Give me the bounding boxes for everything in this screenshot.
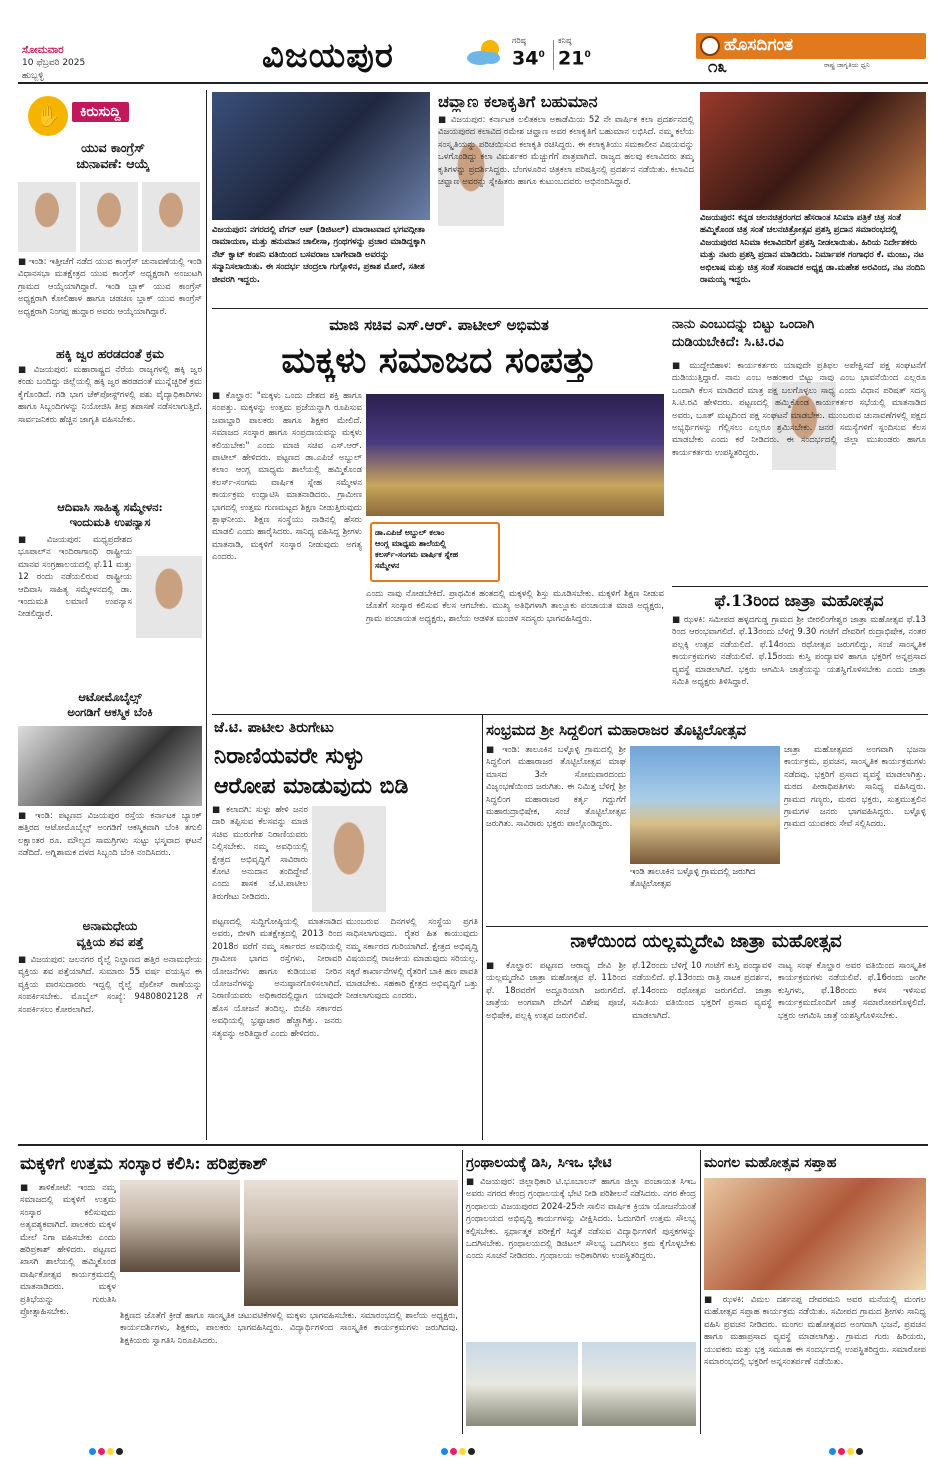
date-label: 10 ಫೆಬ್ರವರಿ 2025 xyxy=(22,58,86,68)
film-caption: ವಿಜಯಪುರ: ಕನ್ನಡ ಚಲನಚಿತ್ರರಂಗದ ಹೆಸರಾಂತ ಸಿನಿಮಾ ಪತ್ರಿಕೆ ಚಿತ್ರ ಸಂತೆ ಹಮ್ಮಿಕೊಂಡ ಚಿತ್ರ ಸಂತೆ ಚಲನಚಿತ್ರೋತ್ಸವ ಪ್ರಶಸ್ತಿ ಪ್ರದಾನ ಸಮಾರಂಭದಲ್ಲಿ ವಿಜಯಪುರದ ಸಿನಿಮಾ ಕಲಾವಿದರಿಗೆ ಪ್ರಶಸ್ತಿ ನೀಡಲಾಯಿತು. ಹಿರಿಯ ನಿರ್ದೇಶಕರು ಮತ್ತು ನಟರು ಪ್ರಶಸ್ತಿ ಪ್ರದಾನ ಮಾಡಿದರು. ನಿರ್ಮಾಪಕ ಗಂಗಾಧರ ಕೆ. ಮಂಜು, ನಟ ಅಭಿಲಾಷ ಮತ್ತು ಚಿತ್ರ ಸಂತೆ ಸಂಪಾದಕ ಅಧ್ಯಕ್ಷ ಡಾ.ಮಹೇಶ ಅರವಿಂದ, ನಟ ನಂದಿನಿ ರಾಮಯ್ಯ ಇದ್ದರು. xyxy=(700,213,925,286)
hariprakash-photo-1 xyxy=(120,1180,240,1272)
page-number: ೧೩ xyxy=(708,57,728,77)
mangala-head: ಮಂಗಲ ಮಹೋತ್ಸವ ಸಪ್ತಾಹ xyxy=(704,1155,837,1171)
yallamma-body-a: ■ ಕೊಲ್ಹಾರ: ಪಟ್ಟಣದ ಆರಾಧ್ಯ ದೇವಿ ಶ್ರೀ ಯಲ್ಲಮ್ಮದೇವಿ ಜಾತ್ರಾ ಮಹೋತ್ಸವ ಫೆ. 11ರಿಂದ ಫೆ. 18ರವರೆಗೆ ಅದ್ದೂರಿಯಾಗಿ ಜರುಗಲಿದೆ. ಜಾತ್ರೆಯ ಅಂಗವಾಗಿ ದೇವಿಗೆ ವಿಶೇಷ ಪೂಜೆ, ಅಭಿಷೇಕ, ಪಲ್ಲಕ್ಕಿ ಉತ್ಸವ ಜರುಗಲಿವೆ. xyxy=(486,961,626,1021)
registration-marks xyxy=(828,1440,864,1459)
sidebar-label: ಕಿರುಸುದ್ದಿ xyxy=(72,102,129,122)
chavan-body: ■ ವಿಜಯಪುರ: ಕರ್ನಾಟಕ ಲಲಿತಕಲಾ ಅಕಾಡೆಮಿಯ 52 ನೇ ವಾರ್ಷಿಕ ಕಲಾ ಪ್ರದರ್ಶನದಲ್ಲಿ ವಿಜಯಪುರದ ಕಲಾವಿದ ರಮೇಶ ಚವ್ಹಾಣ ಅವರ ಕಲಾಕೃತಿಗೆ ಬಹುಮಾನ ಲಭಿಸಿದೆ. ನಮ್ಮ ಕಲೆಯ ಸಂಸ್ಕೃತಿಯನ್ನು ಪರಿಚಯಿಸುವ ಕಲಾಕೃತಿ ರಚಿಸಿದ್ದರು. ಈ ಕಲಾಕೃತಿಯು ಸಮಕಾಲೀನ ವಿಷಯವನ್ನು ಒಳಗೊಂಡಿದ್ದು ಕಲಾ ವಿಮರ್ಶಕರ ಮೆಚ್ಚುಗೆಗೆ ಪಾತ್ರವಾಗಿದೆ. ರಾಜ್ಯದ ಹಲವು ಕಲಾವಿದರು ತಮ್ಮ ಕೃತಿಗಳನ್ನು ಪ್ರದರ್ಶಿಸಿದ್ದರು. ಬೆಂಗಳೂರಿನ ಚಿತ್ರಕಲಾ ಪರಿಷತ್ತಿನಲ್ಲಿ ಪ್ರದರ್ಶನ ನಡೆಯಿತು. ಕಲಾವಿದ ಚವ್ಹಾಣ ಅವರನ್ನು ಸ್ನೇಹಿತರು ಹಾಗೂ ಕುಟುಂಬದವರು ಅಭಿನಂದಿಸಿದ್ದಾರೆ. xyxy=(438,115,694,188)
yallamma-body-c: ನಾಟ್ಯ ಸಂಘ ಕೊಲ್ಹಾರ ಅವರ ವತಿಯಿಂದ ಸಾಂಸ್ಕೃತಿಕ ಕಾರ್ಯಕ್ರಮಗಳು ನಡೆಯಲಿವೆ. ಫೆ.16ರಂದು ಜಂಗೀ ಕುಸ್ತಿಗಳು, ಫೆ.18ರಂದು ಕಳಸ ಇಳಿಸುವ ಕಾರ್ಯಕ್ರಮದೊಂದಿಗೆ ಜಾತ್ರೆ ಸಮಾರೋಪಗೊಳ್ಳಲಿದೆ. ಭಕ್ತರು ಆಗಮಿಸಿ ಜಾತ್ರೆ ಯಶಸ್ವಿಗೊಳಿಸಬೇಕು. xyxy=(778,961,926,1021)
chavan-head: ಚವ್ಹಾಣ ಕಲಾಕೃತಿಗೆ ಬಹುಮಾನ xyxy=(438,92,598,111)
sidebar-story-body: ■ ವಿಜಯಪುರ: ಜಲನಗರ ರೈಲ್ವೆ ನಿಲ್ದಾಣದ ಹತ್ತಿರ ಅನಾಮಧೇಯ ವ್ಯಕ್ತಿಯ ಶವ ಪತ್ತೆಯಾಗಿದೆ. ಸುಮಾರು 55 ವರ್ಷ ವಯಸ್ಸಿನ ಈ ವ್ಯಕ್ತಿಯ ವಾರಸುದಾರರು ಇದ್ದಲ್ಲಿ ರೈಲ್ವೆ ಪೊಲೀಸ್ ಠಾಣೆಯನ್ನು ಸಂಪರ್ಕಿಸಬೇಕು. ಮೊಬೈಲ್ ಸಂಖ್ಯೆ: 9480802128 ಗೆ ಸಂಪರ್ಕಿಸಲು ಕೋರಲಾಗಿದೆ. xyxy=(18,955,202,1015)
sidebar-story-head: ಹಕ್ಕಿ ಜ್ವರ ಹರಡದಂತೆ ಕ್ರಮ xyxy=(55,346,165,361)
patil-body-b: ಪಟ್ಟಣದಲ್ಲಿ ಸುದ್ದಿಗೋಷ್ಠಿಯಲ್ಲಿ ಮಾತನಾಡಿದ ಅವರು, ಬೀಳಗಿ ಮತಕ್ಷೇತ್ರದಲ್ಲಿ 2013 ರಿಂದ 2018ರ ವರೆಗೆ ನಮ್ಮ ಸರ್ಕಾರದ ಅವಧಿಯಲ್ಲಿ ಗ್ರಾಮೀಣ ಭಾಗದ ರಸ್ತೆಗಳು, ನೀರಾವರಿ ಯೋಜನೆಗಳು ಹಾಗೂ ಕುಡಿಯುವ ನೀರಿನ ಯೋಜನೆಗಳನ್ನು ಅನುಷ್ಠಾನಗೊಳಿಸಲಾಗಿದೆ. ನಿರಾಣಿಯವರು ಅಧಿಕಾರದಲ್ಲಿದ್ದಾಗ ಯಾವುದೇ ಹೊಸ ಯೋಜನೆ ತಂದಿಲ್ಲ. ಬಿಜೆಪಿ ಸರ್ಕಾರದ ಅವಧಿಯಲ್ಲಿ ಭ್ರಷ್ಟಾಚಾರ ಹೆಚ್ಚಾಗಿತ್ತು. ಜನರು ಸತ್ಯವನ್ನು ಅರಿತಿದ್ದಾರೆ ಎಂದು ಹೇಳಿದರು. xyxy=(212,917,342,1039)
siddalinga-body-b: ಜಾತ್ರಾ ಮಹೋತ್ಸವದ ಅಂಗವಾಗಿ ಭಜನಾ ಕಾರ್ಯಕ್ರಮ, ಪ್ರವಚನ, ಸಾಂಸ್ಕೃತಿಕ ಕಾರ್ಯಕ್ರಮಗಳು ನಡೆದವು. ಭಕ್ತರಿಗೆ ಪ್ರಸಾದ ವ್ಯವಸ್ಥೆ ಮಾಡಲಾಗಿತ್ತು. ಮಠದ ಪೀಠಾಧಿಪತಿಗಳು ಸಾನಿಧ್ಯ ವಹಿಸಿದ್ದರು. ಗ್ರಾಮದ ಗಣ್ಯರು, ಮಠದ ಭಕ್ತರು, ಸುತ್ತಮುತ್ತಲಿನ ಗ್ರಾಮಗಳ ಜನರು ಭಾಗವಹಿಸಿದ್ದರು. ಬಳ್ಳೊಳ್ಳಿ ಗ್ರಾಮದ ಯುವಕರು ಸೇವೆ ಸಲ್ಲಿಸಿದರು. xyxy=(784,745,926,830)
registration-marks xyxy=(88,1440,124,1459)
yallamma-head: ನಾಳೆಯಿಂದ ಯಲ್ಲಮ್ಮದೇವಿ ಜಾತ್ರಾ ಮಹೋತ್ಸವ xyxy=(570,931,842,952)
hariprakash-body-b: ಶಿಕ್ಷಣದ ಜೊತೆಗೆ ಕ್ರೀಡೆ ಹಾಗೂ ಸಾಂಸ್ಕೃತಿಕ ಚಟುವಟಿಕೆಗಳಲ್ಲಿ ಮಕ್ಕಳು ಭಾಗವಹಿಸಬೇಕು. ಸಮಾರಂಭದಲ್ಲಿ ಶಾಲೆಯ ಅಧ್ಯಕ್ಷರು, ಕಾರ್ಯದರ್ಶಿಗಳು, ಶಿಕ್ಷಕರು, ಪಾಲಕರು ಭಾಗವಹಿಸಿದ್ದರು. ವಿದ್ಯಾರ್ಥಿಗಳಿಂದ ಸಾಂಸ್ಕೃತಿಕ ಕಾರ್ಯಕ್ರಮಗಳು ಜರುಗಿದವು. ಶಿಕ್ಷಕಿಯರು ಸ್ವಾಗತಿಸಿ ನಿರೂಪಿಸಿದರು. xyxy=(120,1311,458,1346)
mangala-photo xyxy=(704,1178,926,1290)
sidebar-story-head: ಆಟೋಮೊಬೈಲ್ಸ್ ಅಂಗಡಿಗೆ ಆಕಸ್ಮಿಕ ಬೆಂಕಿ xyxy=(67,690,153,719)
brand-logo xyxy=(696,33,926,77)
row3-rule xyxy=(486,926,928,927)
siddalinga-body-a: ■ ಇಂಡಿ: ತಾಲೂಕಿನ ಬಳ್ಳೊಳ್ಳಿ ಗ್ರಾಮದಲ್ಲಿ ಶ್ರೀ ಸಿದ್ಧಲಿಂಗ ಮಹಾರಾಜರ ತೊಟ್ಟಿಲೋತ್ಸವ ಮಾಘ ಮಾಸದ 3ನೇ ಸೋಮವಾರದಂದು ವಿಜೃಂಭಣೆಯಿಂದ ಜರುಗಿತು. ಈ ನಿಮಿತ್ತ ಬೆಳಿಗ್ಗೆ ಶ್ರೀ ಸಿದ್ಧಲಿಂಗ ಮಹಾರಾಜರ ಕರ್ತೃ ಗದ್ದುಗೆಗೆ ಮಹಾರುದ್ರಾಭಿಷೇಕ, ಸಂಜೆ ತೊಟ್ಟಿಲೋತ್ಸವ ಜರುಗಿತು. ಸಾವಿರಾರು ಭಕ್ತರು ಪಾಲ್ಗೊಂಡಿದ್ದರು. xyxy=(486,745,626,830)
patil-photo xyxy=(312,806,386,912)
siddalinga-photo xyxy=(630,746,780,864)
avatar xyxy=(80,182,138,252)
library-photo-2 xyxy=(582,1342,696,1426)
avatar xyxy=(18,182,76,252)
hariprakash-body-a: ■ ತಾಳಿಕೋಟೆ: ಇಂದು ನಮ್ಮ ಸಮಾಜದಲ್ಲಿ ಮಕ್ಕಳಿಗೆ ಉತ್ತಮ ಸಂಸ್ಕಾರ ಕಲಿಸುವುದು ಅತ್ಯವಶ್ಯಕವಾಗಿದೆ. ಪಾಲಕರು ಮಕ್ಕಳ ಮೇಲೆ ನಿಗಾ ವಹಿಸಬೇಕು ಎಂದು ಹರಿಪ್ರಕಾಶ್ ಹೇಳಿದರು. ಪಟ್ಟಣದ ಖಾಸಗಿ ಶಾಲೆಯಲ್ಲಿ ಹಮ್ಮಿಕೊಂಡ ವಾರ್ಷಿಕೋತ್ಸವ ಕಾರ್ಯಕ್ರಮದಲ್ಲಿ ಮಾತನಾಡಿದರು. ಮಕ್ಕಳ ಪ್ರತಿಭೆಯನ್ನು ಗುರುತಿಸಿ ಪ್ರೋತ್ಸಾಹಿಸಬೇಕು. xyxy=(20,1183,116,1318)
sidebar-story-body: ■ ಇಂಡಿ: ಪಟ್ಟಣದ ವಿಜಯಪುರ ರಸ್ತೆಯ ಕರ್ನಾಟಕ ಬ್ಯಾಂಕ್ ಹತ್ತಿರದ ಆಟೋಮೊಬೈಲ್ಸ್ ಅಂಗಡಿಗೆ ಆಕಸ್ಮಿಕವಾಗಿ ಬೆಂಕಿ ತಗುಲಿ ಲಕ್ಷಾಂತರ ರೂ. ಮೌಲ್ಯದ ಸಾಮಗ್ರಿಗಳು ಸುಟ್ಟು ಭಸ್ಮವಾದ ಘಟನೆ ನಡೆದಿದೆ. ಅಗ್ನಿಶಾಮಕ ದಳದ ಸಿಬ್ಬಂದಿ ಬೆಂಕಿ ನಂದಿಸಿದರು. xyxy=(18,811,202,859)
library-head: ಗ್ರಂಥಾಲಯಕ್ಕೆ ಡಿಸಿ, ಸಿಇಒ ಭೇಟಿ xyxy=(466,1155,612,1171)
brand-emblem-icon xyxy=(700,36,720,56)
min-temp: 21 xyxy=(558,47,585,70)
library-body: ■ ವಿಜಯಪುರ: ಜಿಲ್ಲಾಧಿಕಾರಿ ಟಿ.ಭೂಬಾಲನ್ ಹಾಗೂ ಜಿಲ್ಲಾ ಪಂಚಾಯತ ಸಿಇಒ ಅವರು ನಗರದ ಕೇಂದ್ರ ಗ್ರಂಥಾಲಯಕ್ಕೆ ಭೇಟಿ ನೀಡಿ ಪರಿಶೀಲನೆ ನಡೆಸಿದರು. ನಗರ ಕೇಂದ್ರ ಗ್ರಂಥಾಲಯ ವಿಜಯಪುರದ 2024-25ನೇ ಸಾಲಿನ ವಾರ್ಷಿಕ ಕ್ರಿಯಾ ಯೋಜನೆಯಂತೆ ಗ್ರಂಥಾಲಯದ ಅಭಿವೃದ್ಧಿ ಕಾರ್ಯಗಳನ್ನು ವೀಕ್ಷಿಸಿದರು. ಓದುಗರಿಗೆ ಉತ್ತಮ ಸೌಲಭ್ಯ ಕಲ್ಪಿಸಬೇಕು. ಸ್ಪರ್ಧಾತ್ಮಕ ಪರೀಕ್ಷೆಗೆ ಸಿದ್ಧತೆ ನಡೆಸುವ ವಿದ್ಯಾರ್ಥಿಗಳಿಗೆ ಪುಸ್ತಕಗಳನ್ನು ಒದಗಿಸಬೇಕು. ಗ್ರಂಥಾಲಯದಲ್ಲಿ ಡಿಜಿಟಲ್ ಸೌಲಭ್ಯ ಒದಗಿಸಲು ಕ್ರಮ ಕೈಗೊಳ್ಳಬೇಕು ಎಂದು ಸೂಚನೆ ನೀಡಿದರು. ಗ್ರಂಥಾಲಯ ಅಧಿಕಾರಿಗಳು ಉಪಸ್ಥಿತರಿದ್ದರು. xyxy=(466,1177,696,1262)
hariprakash-photo-2 xyxy=(244,1180,458,1306)
hand-icon: ✋ xyxy=(28,96,68,136)
lead-stage-photo xyxy=(366,394,664,516)
mangala-body: ■ ಝಳಕಿ: ವಿಮಲ ದರ್ಶನಪ್ಪ ದೇವರಮನಿ ಅವರ ಮನೆಯಲ್ಲಿ ಮಂಗಲ ಮಹೋತ್ಸವ ಸಪ್ತಾಹ ಕಾರ್ಯಕ್ರಮ ನಡೆಯಿತು. ಸಮೀಪದ ಗ್ರಾಮದ ಶ್ರೀಗಳು ಸಾನಿಧ್ಯ ವಹಿಸಿ ಪ್ರವಚನ ನೀಡಿದರು. ಮಂಗಲ ಮಹೋತ್ಸವದ ಅಂಗವಾಗಿ ಭಜನೆ, ಪ್ರವಚನ ಹಾಗೂ ಮಹಾಪ್ರಸಾದ ವ್ಯವಸ್ಥೆ ಮಾಡಲಾಗಿತ್ತು. ಗ್ರಾಮದ ಗುರು ಹಿರಿಯರು, ಯುವಕರು ಮತ್ತು ಭಕ್ತ ಸಮೂಹ ಈ ಸಂದರ್ಭದಲ್ಲಿ ಉಪಸ್ಥಿತರಿದ್ದರು. ಸಮಾರೋಪ ಸಮಾರಂಭದಲ್ಲಿ ಭಕ್ತರಿಗೆ ಅನ್ನಸಂತರ್ಪಣೆ ನಡೆಯಿತು. xyxy=(704,1295,926,1368)
registration-marks xyxy=(440,1440,476,1459)
film-award-photo xyxy=(700,92,926,210)
lead-body-a: ■ ಕೊಲ್ಹಾರ: "ಮಕ್ಕಳು ಒಂದು ದೇಶದ ಶಕ್ತಿ ಹಾಗೂ ಸಂಪತ್ತು. ಮಕ್ಕಳನ್ನು ಉತ್ತಮ ಪ್ರಜೆಯನ್ನಾಗಿ ರೂಪಿಸುವ ಜವಾಬ್ದಾರಿ ಪಾಲಕರು ಹಾಗೂ ಶಿಕ್ಷಕರ ಮೇಲಿದೆ. ಸಮಾಜದ ಸಂಸ್ಕಾರ ಹಾಗೂ ಸಂಪ್ರದಾಯವನ್ನು ಮಕ್ಕಳು ಕಲಿಯಬೇಕು" ಎಂದು ಮಾಜಿ ಸಚಿವ ಎಸ್.ಆರ್. ಪಾಟೀಲ್ ಹೇಳಿದರು. ಪಟ್ಟಣದ ಡಾ.ಎಪಿಜೆ ಅಬ್ದುಲ್ ಕಲಾಂ ಆಂಗ್ಲ ಮಾಧ್ಯಮ ಶಾಲೆಯಲ್ಲಿ ಹಮ್ಮಿಕೊಂಡ ಕಲರ್ಸ್-ಸಂಗಮ ವಾರ್ಷಿಕ ಸ್ನೇಹ ಸಮ್ಮೇಳನ ಕಾರ್ಯಕ್ರಮ ಉದ್ಘಾಟಿಸಿ ಮಾತನಾಡಿದರು. ಗ್ರಾಮೀಣ ಭಾಗದಲ್ಲಿ ಉತ್ತಮ ಗುಣಮಟ್ಟದ ಶಿಕ್ಷಣ ನೀಡುತ್ತಿರುವುದು ಶ್ಲಾಘನೀಯ. ಶಿಕ್ಷಣ ಸಂಸ್ಥೆಯು ನಾಡಿನಲ್ಲಿ ಹೆಸರು ಮಾಡಲಿ ಎಂದು ಹಾರೈಸಿದರು. ಸಾನಿಧ್ಯ ವಹಿಸಿದ್ದ ಶ್ರೀಗಳು ಮಾತನಾಡಿ, ಮಕ್ಕಳಿಗೆ ಸಂಸ್ಕಾರ ನೀಡುವುದು ಅಗತ್ಯ ಎಂದರು. xyxy=(212,391,362,563)
lead-body-b: ಎಂದು ನಾವು ನೋಡಬೇಕಿದೆ. ಪ್ರಾಥಮಿಕ ಹಂತದಲ್ಲಿ ಮಕ್ಕಳಲ್ಲಿ ಶಿಸ್ತು ಮೂಡಿಸಬೇಕು. ಮಕ್ಕಳಿಗೆ ಶಿಕ್ಷಣ ನೀಡುವ ಜೊತೆಗೆ ಸಂಸ್ಕಾರ ಕಲಿಸುವ ಕೆಲಸ ಆಗಬೇಕು. ಮುಖ್ಯ ಅತಿಥಿಗಳಾಗಿ ತಾಲ್ಲೂಕು ಪಂಚಾಯತ ಮಾಜಿ ಅಧ್ಯಕ್ಷರು, ಗ್ರಾಮ ಪಂಚಾಯತ ಅಧ್ಯಕ್ಷರು, ಶಾಲೆಯ ಆಡಳಿತ ಮಂಡಳಿ ಸದಸ್ಯರು ಭಾಗವಹಿಸಿದ್ದರು. xyxy=(366,589,664,624)
city-label: ಹುಬ್ಬಳ್ಳಿ xyxy=(22,71,44,81)
patil-head-2: ಆರೋಪ ಮಾಡುವುದು ಬಿಡಿ xyxy=(214,773,409,799)
fire-photo xyxy=(18,726,202,806)
sidebar-story-body: ■ ವಿಜಯಪುರ: ಮಧ್ಯಪ್ರದೇಶದ ಭೂಪಾಲ್‌ನ ಇಂದಿರಾಗಾಂಧಿ ರಾಷ್ಟ್ರೀಯ ಮಾನವ ಸಂಗ್ರಹಾಲಯದಲ್ಲಿ ಫೆ.11 ಮತ್ತು 12 ರಂದು ನಡೆಯಲಿರುವ ರಾಷ್ಟ್ರೀಯ ಆದಿವಾಸಿ ಸಾಹಿತ್ಯ ಸಮ್ಮೇಳನದಲ್ಲಿ ಡಾ. ಇಂದುಮತಿ ಲಮಾಣಿ ಉಪನ್ಯಾಸ ನೀಡಲಿದ್ದಾರೆ. xyxy=(18,535,132,620)
ravi-head: ನಾನು ಎಂಬುದನ್ನು ಬಿಟ್ಟು ಒಂದಾಗಿ ದುಡಿಯಬೇಕಿದೆ: ಸಿ.ಟಿ.ರವಿ xyxy=(672,317,815,350)
jatra-head: ಫೆ.13ರಿಂದ ಜಾತ್ರಾ ಮಹೋತ್ಸವ xyxy=(714,591,884,610)
masthead-title: ವಿಜಯಪುರ xyxy=(262,36,394,76)
avatar xyxy=(142,182,200,252)
lead-headline: ಮಕ್ಕಳು ಸಮಾಜದ ಸಂಪತ್ತು xyxy=(281,339,597,381)
siddalinga-caption: ಇಂಡಿ ತಾಲೂಕಿನ ಬಳ್ಳೊಳ್ಳಿ ಗ್ರಾಮದಲ್ಲಿ ಜರುಗಿದ ತೊಟ್ಟಿಲೋತ್ಸವ xyxy=(630,867,756,890)
day-label: ಸೋಮವಾರ xyxy=(22,44,64,56)
row2-rule xyxy=(212,714,928,715)
weather-min: ಕನಿಷ್ಠ $21^0$ xyxy=(558,36,591,70)
sidebar-story-head: ಆದಿವಾಸಿ ಸಾಹಿತ್ಯ ಸಮ್ಮೇಳನ: ಇಂದುಮತಿ ಉಪನ್ಯಾಸ xyxy=(57,500,163,529)
sidebar-story-head: ಅನಾಮಧೇಯ ವ್ಯಕ್ತಿಯ ಶವ ಪತ್ತೆ xyxy=(76,919,144,949)
award-caption: ವಿಜಯಪುರ: ನಗರದಲ್ಲಿ ವೆಗನ್ ಆಪ್ (ಡಿಜಿಟಲ್) ಮಾರಾಟವಾದ ಭಗವದ್ಗೀತಾ ರಾಮಾಯಣ, ಮತ್ತು ಹನುಮಾನ ಚಾಲೀಸಾ, ಗ್ರಂಥಗಳನ್ನು ಪ್ರಚಾರ ಮಾಡಿದ್ದಕ್ಕಾಗಿ ನೆಟ್ ಕ್ವಾಟ್ ಕಂಪನಿ ವತಿಯಿಂದ ಬಸವರಾಜ ಬಾಗೇವಾಡಿ ಅವರನ್ನು ಸನ್ಮಾನಿಸಲಾಯಿತು. ಈ ಸಂದರ್ಭ ಚಂದ್ರಲಾ ಗುಗ್ಗೊಳಿನ, ಪ್ರಕಾಶ ಮೋರೆ, ಸತೀಶ ಜೀವರಗಿ ಇದ್ದರು. xyxy=(212,225,426,285)
sidebar-story-head: ಯುವ ಕಾಂಗ್ರೆಸ್ ಚುನಾವಣೆ: ಆಯ್ಕೆ xyxy=(76,140,150,171)
author-photo xyxy=(136,556,202,638)
bottom-rule-2 xyxy=(700,1150,701,1434)
mid-right-rule xyxy=(672,586,928,587)
date-block xyxy=(22,44,152,81)
siddalinga-head: ಸಂಭ್ರಮದ ಶ್ರೀ ಸಿದ್ಧಲಿಂಗ ಮಹಾರಾಜರ ತೊಟ್ಟಿಲೋತ್ಸವ xyxy=(486,721,747,739)
masthead-rule xyxy=(18,82,928,84)
patil-kicker: ಜೆ.ಟಿ. ಪಾಟೀಲ ತಿರುಗೇಟು xyxy=(214,720,334,736)
sidebar-header xyxy=(28,96,198,140)
jatra-body: ■ ಝಳಕಿ: ಸಮೀಪದ ಹಳ್ಳದಗುಡ್ಡ ಗ್ರಾಮದ ಶ್ರೀ ಬೀರಲಿಂಗೇಶ್ವರ ಜಾತ್ರಾ ಮಹೋತ್ಸವ ಫೆ.13 ರಿಂದ ಆರಂಭವಾಗಲಿದೆ. ಫೆ.13ರಂದು ಬೆಳಿಗ್ಗೆ 9.30 ಗಂಟೆಗೆ ದೇವರಿಗೆ ರುದ್ರಾಭಿಷೇಕ, ನಂತರ ಪಲ್ಲಕ್ಕಿ ಉತ್ಸವ ನಡೆಯಲಿದೆ. ಫೆ.14ರಂದು ರಥೋತ್ಸವ ಜರುಗಲಿದ್ದು, ಸಂಜೆ ಸಾಂಸ್ಕೃತಿಕ ಕಾರ್ಯಕ್ರಮಗಳು ನಡೆಯಲಿವೆ. ಫೆ.15ರಂದು ಕುಸ್ತಿ ಪಂದ್ಯಾವಳಿ ಹಾಗೂ ಭಕ್ತರಿಗೆ ಅನ್ನಪ್ರಸಾದ ವ್ಯವಸ್ಥೆ ಮಾಡಲಾಗಿದೆ. ಭಕ್ತರು ಆಗಮಿಸಿ ಜಾತ್ರೆಯನ್ನು ಯಶಸ್ವಿಗೊಳಿಸಬೇಕು ಎಂದು ಜಾತ್ರಾ ಸಮಿತಿ ಅಧ್ಯಕ್ಷರು ತಿಳಿಸಿದ್ದಾರೆ. xyxy=(672,615,926,688)
sidebar-story-body: ■ ಇಂಡಿ: ಇತ್ತೀಚೆಗೆ ನಡೆದ ಯುವ ಕಾಂಗ್ರೆಸ್ ಚುನಾವಣೆಯಲ್ಲಿ ಇಂಡಿ ವಿಧಾನಸಭಾ ಮತಕ್ಷೇತ್ರದ ಯುವ ಕಾಂಗ್ರೆಸ್ ಅಧ್ಯಕ್ಷರಾಗಿ ಅಂಜುಟಗಿ ಗ್ರಾಮದ ಆಯ್ಕೆಯಾಗಿದ್ದಾರೆ. ಇಂಡಿ ಬ್ಲಾಕ್ ಯುವ ಕಾಂಗ್ರೆಸ್ ಅಧ್ಯಕ್ಷರಾಗಿ ಕೋಲಿಹಾಳ ಹಾಗೂ ಚಡಚಣ ಬ್ಲಾಕ್ ಯುವ ಕಾಂಗ್ರೆಸ್ ಅಧ್ಯಕ್ಷರಾಗಿ ನಿಂಗಪ್ಪ ಹುದ್ದಾರ ಅವರು ಆಯ್ಕೆಯಾಗಿದ್ದಾರೆ. xyxy=(18,257,202,317)
sidebar-rule xyxy=(206,90,207,1140)
weather-icon xyxy=(464,36,506,68)
brand-tagline: ರಾಷ್ಟ್ರ ಜಾಗೃತಿಯ ಧ್ವನಿ xyxy=(824,61,870,69)
ravi-body: ■ ಮುದ್ದೇಬಿಹಾಳ: ಕಾರ್ಯಕರ್ತರು ಯಾವುದೇ ಪ್ರತಿಫಲ ಅಪೇಕ್ಷಿಸದೆ ಪಕ್ಷ ಸಂಘಟನೆಗೆ ದುಡಿಯುತ್ತಿದ್ದಾರೆ. ನಾನು ಎಂಬ ಅಹಂಕಾರ ಬಿಟ್ಟು ನಾವು ಎಂಬ ಭಾವನೆಯಿಂದ ಎಲ್ಲರೂ ಒಂದಾಗಿ ಕೆಲಸ ಮಾಡಿದರೆ ಮಾತ್ರ ಪಕ್ಷ ಬಲಗೊಳ್ಳಲು ಸಾಧ್ಯ ಎಂದು ವಿಧಾನ ಪರಿಷತ್ ಸದಸ್ಯ ಸಿ.ಟಿ.ರವಿ ಹೇಳಿದರು. ಪಟ್ಟಣದಲ್ಲಿ ಹಮ್ಮಿಕೊಂಡ ಕಾರ್ಯಕರ್ತರ ಸಭೆಯಲ್ಲಿ ಮಾತನಾಡಿದ ಅವರು, ಬೂತ್ ಮಟ್ಟದಿಂದ ಪಕ್ಷ ಸಂಘಟನೆ ಮಾಡಬೇಕು. ಮುಂಬರುವ ಚುನಾವಣೆಗಳಲ್ಲಿ ಪಕ್ಷದ ಅಭ್ಯರ್ಥಿಗಳನ್ನು ಗೆಲ್ಲಿಸಲು ಎಲ್ಲರೂ ಶ್ರಮಿಸಬೇಕು. ಜನರ ಸಮಸ್ಯೆಗಳಿಗೆ ಸ್ಪಂದಿಸುವ ಕೆಲಸ ಮಾಡಬೇಕು ಎಂದು ಕರೆ ನೀಡಿದರು. ಈ ಸಂದರ್ಭದಲ್ಲಿ ಜಿಲ್ಲಾ ಮುಖಂಡರು ಹಾಗೂ ಕಾರ್ಯಕರ್ತರು ಉಪಸ್ಥಿತರಿದ್ದರು. xyxy=(672,361,926,458)
brand-name: ಹೊಸದಿಗಂತ xyxy=(724,35,794,55)
max-temp: 34 xyxy=(512,47,539,70)
lead-kicker: ಮಾಜಿ ಸಚಿವ ಎಸ್.ಆರ್. ಪಾಟೀಲ್ ಅಭಿಮತ xyxy=(329,316,549,334)
award-photo xyxy=(212,92,430,220)
bottom-band-rule xyxy=(18,1144,928,1146)
patil-rule xyxy=(482,714,483,1140)
weather-max: ಗರಿಷ್ಠ $34^0$ xyxy=(512,36,545,70)
lead-photo-caption: ಡಾ.ಎಪಿಜೆ ಅಬ್ದುಲ್ ಕಲಾಂ ಆಂಗ್ಲ ಮಾಧ್ಯಮ ಶಾಲೆಯಲ್ಲಿ ಕಲರ್ಸ್-ಸಂಗಮ ವಾರ್ಷಿಕ ಸ್ನೇಹ ಸಮ್ಮೇಳನ xyxy=(370,522,500,582)
patil-head-1: ನಿರಾಣಿಯವರೇ ಸುಳ್ಳು xyxy=(214,743,365,769)
patil-body-a: ■ ಕಲಾದಗಿ: ಸುಳ್ಳು ಹೇಳಿ ಜನರ ದಾರಿ ತಪ್ಪಿಸುವ ಕೆಲಸವನ್ನು ಮಾಜಿ ಸಚಿವ ಮುರುಗೇಶ ನಿರಾಣಿಯವರು ನಿಲ್ಲಿಸಬೇಕು. ನಮ್ಮ ಅವಧಿಯಲ್ಲಿ ಕ್ಷೇತ್ರದ ಅಭಿವೃದ್ಧಿಗೆ ಸಾವಿರಾರು ಕೋಟಿ ಅನುದಾನ ತಂದಿದ್ದೇವೆ ಎಂದು ಶಾಸಕ ಜೆ.ಟಿ.ಪಾಟೀಲ ತಿರುಗೇಟು ನೀಡಿದರು. xyxy=(212,805,308,902)
yallamma-body-b: ಫೆ.12ರಂದು ಬೆಳಿಗ್ಗೆ 10 ಗಂಟೆಗೆ ಕುಸ್ತಿ ಪಂದ್ಯಾವಳಿ ನಡೆಯಲಿದೆ. ಫೆ.13ರಂದು ರಾತ್ರಿ ನಾಟಕ ಪ್ರದರ್ಶನ, ಫೆ.14ರಂದು ರಥೋತ್ಸವ ಜರುಗಲಿದೆ. ಜಾತ್ರಾ ಸಮಿತಿಯ ವತಿಯಿಂದ ಭಕ್ತರಿಗೆ ಪ್ರಸಾದ ವ್ಯವಸ್ಥೆ ಮಾಡಲಾಗಿದೆ. xyxy=(632,961,772,1021)
bottom-rule-1 xyxy=(462,1150,463,1434)
top-row-rule xyxy=(212,308,928,309)
library-photo-1 xyxy=(466,1342,578,1426)
sidebar-story-body: ■ ವಿಜಯಪುರ: ಮಹಾರಾಷ್ಟ್ರದ ನೆರೆಯ ರಾಜ್ಯಗಳಲ್ಲಿ ಹಕ್ಕಿ ಜ್ವರ ಕಂಡು ಬಂದಿದ್ದು ಜಿಲ್ಲೆಯಲ್ಲಿ ಹಕ್ಕಿ ಜ್ವರ ಹರಡದಂತೆ ಮುನ್ನೆಚ್ಚರಿಕೆ ಕ್ರಮ ಕೈಗೊಂಡಿದೆ. ಗಡಿ ಭಾಗ ಚೆಕ್‌ಪೋಸ್ಟ್‌ಗಳಲ್ಲಿ ಪಶು ವೈದ್ಯಾಧಿಕಾರಿಗಳು ಹಾಗೂ ಸಿಬ್ಬಂದಿಗಳನ್ನು ನಿಯೋಜಿಸಿ ತೀವ್ರ ತಪಾಸಣೆ ನಡೆಸಲಾಗುತ್ತಿದೆ. ಸಾರ್ವಜನಿಕರು ಹೆಚ್ಚಿನ ಜಾಗೃತಿ ವಹಿಸಬೇಕು. xyxy=(18,365,202,425)
masthead xyxy=(0,0,945,82)
patil-body-c: ಮುಂಬರುವ ದಿನಗಳಲ್ಲಿ ಸಂಸ್ಥೆಯ ಪ್ರಗತಿ ಸಾಧಿಸಲಾಗುವುದು. ರೈತರ ಹಿತ ಕಾಯುವುದು ನಮ್ಮ ಸರ್ಕಾರದ ಗುರಿಯಾಗಿದೆ. ಕ್ಷೇತ್ರದ ಅಭಿವೃದ್ಧಿ ವಿಷಯದಲ್ಲಿ ರಾಜಕೀಯ ಮಾಡುವುದು ಸರಿಯಲ್ಲ. ಸಕ್ಕರೆ ಕಾರ್ಖಾನೆಗಳಲ್ಲಿ ರೈತರಿಗೆ ಬಾಕಿ ಹಣ ಪಾವತಿ ಮಾಡಬೇಕು. ಸಹಕಾರಿ ಕ್ಷೇತ್ರದ ಅಭಿವೃದ್ಧಿಗೆ ಒತ್ತು ನೀಡಲಾಗುವುದು ಎಂದರು. xyxy=(346,917,478,1002)
weather-divider xyxy=(553,40,554,70)
hariprakash-head: ಮಕ್ಕಳಿಗೆ ಉತ್ತಮ ಸಂಸ್ಕಾರ ಕಲಿಸಿ: ಹರಿಪ್ರಕಾಶ್ xyxy=(20,1154,268,1174)
